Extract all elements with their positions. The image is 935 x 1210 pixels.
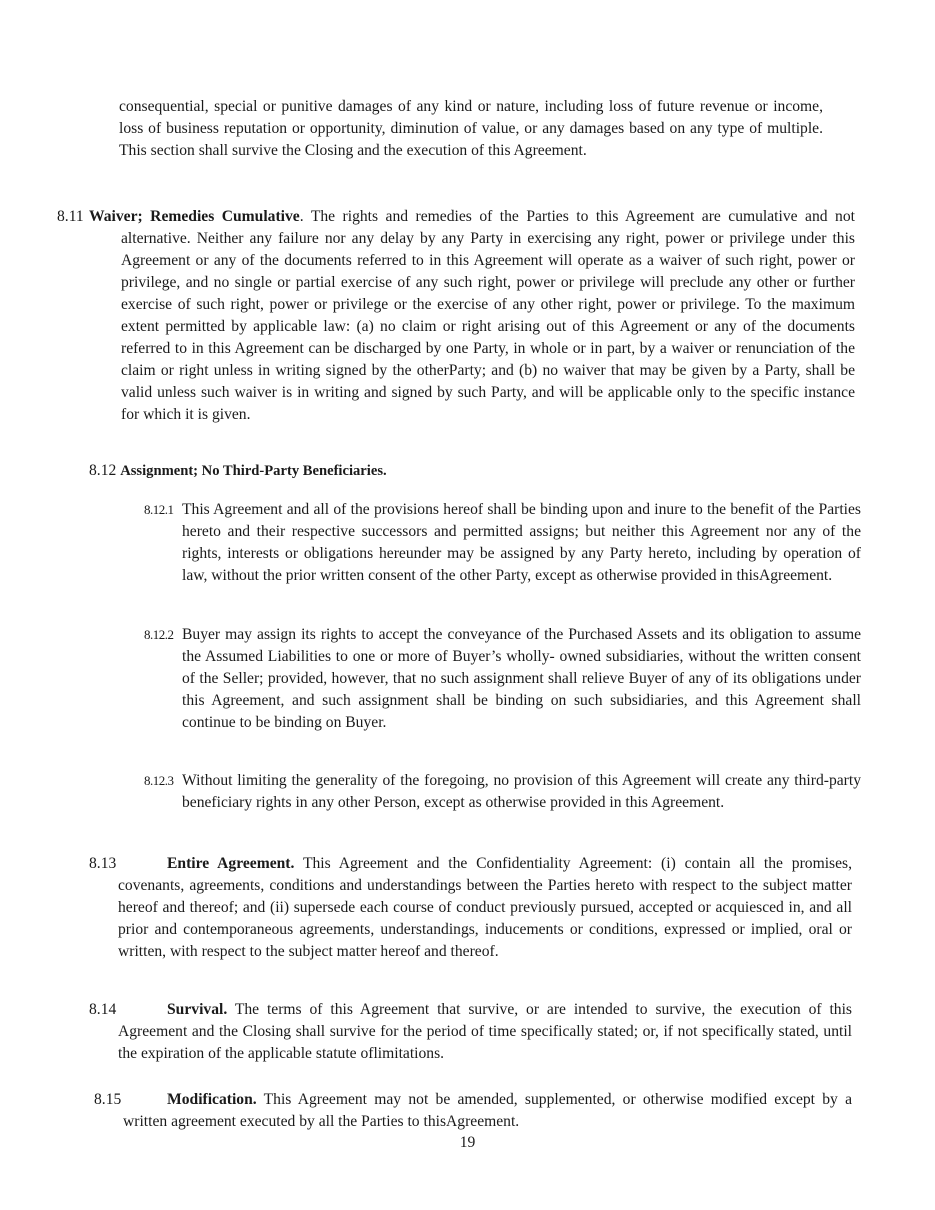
section-8-12-heading-line <box>89 460 823 482</box>
section-8-13 <box>89 853 852 963</box>
section-8-12-3-number: 8.12.3 <box>144 773 174 788</box>
section-8-12-3 <box>144 770 861 814</box>
section-8-15-body: This Agreement may not be amended, supplemented, or otherwise modified except by a written agreement executed by all the Parties to thisAgreement. <box>123 1091 852 1130</box>
section-8-11-body: . The rights and remedies of the Parties to this Agreement are cumulative and not alternative. Neither any failure nor any delay by any Party in exercising any right, power or privilege under this Agreement or any of the documents referred to in this Agreement will operate as a waiver of such right, power or privilege, and no single or partial exercise of any such right, power or privilege will preclude any other or further exercise of such right, power or privilege or the exercise of any other right, power or privilege. To the maximum extent permitted by applicable law: (a) no claim or right arising out of this Agreement or any of the documents referred to in this Agreement can be discharged by one Party, in whole or in part, by a waiver or renunciation of the claim or right unless in writing signed by the otherParty; and (b) no waiver that may be given by a Party, shall be valid unless such waiver is in writing and signed by such Party, and will be applicable only to the specific instance for which it is given. <box>121 208 855 423</box>
section-8-14 <box>89 999 852 1065</box>
section-8-13-number: 8.13 <box>89 855 117 872</box>
section-8-12-1-text: This Agreement and all of the provisions hereof shall be binding upon and inure to the benefit of the Parties hereto and their respective successors and permitted assigns; but neither this Agreement nor any of the rights, interests or obligations hereunder may be assigned by any Party hereto, including by operation of law, without the prior written consent of the other Party, except as otherwise provided in thisAgreement. <box>182 501 861 584</box>
section-8-12-number: 8.12 <box>89 462 117 479</box>
section-8-15-number: 8.15 <box>94 1091 122 1108</box>
section-8-13-body: This Agreement and the Confidentiality Agreement: (i) contain all the promises, covenants, agreements, conditions and understandings between the Parties hereto with respect to the subject matter hereof and thereof; and (ii) supersede each course of conduct previously pursued, accepted or acquiesced in, and all prior and contemporaneous agreements, understandings, inducements or conditions, expressed or implied, oral or written, with respect to the subject matter hereof and thereof. <box>118 855 852 960</box>
section-8-13-heading: Entire Agreement. <box>167 855 295 872</box>
section-8-15 <box>94 1089 852 1133</box>
section-8-12-2-text: Buyer may assign its rights to accept the conveyance of the Purchased Assets and its obligation to assume the Assumed Liabilities to one or more of Buyer’s wholly- owned subsidiaries, without the written consent of the Seller; provided, however, that no such assignment shall relieve Buyer of any of its obligations under this Agreement, and such assignment shall be binding on such subsidiaries, and this Agreement shall continue to be binding on Buyer. <box>182 626 861 731</box>
section-8-14-heading: Survival. <box>167 1001 228 1018</box>
section-8-12-1 <box>144 499 861 587</box>
section-8-11: 8.11 Waiver; Remedies Cumulative. The rights and remedies of the Parties to this Agreement are cumulative and not alternative. Neither any failure nor any delay by any Party in exercising any right, power or privilege under this Agreement or any of the documents referred to in this Agreement will operate as a waiver of such right, power or privilege, and no single or partial exercise of any such right, power or privilege will preclude any other or further exercise of such right, power or privilege or the exercise of any other right, power or privilege. To the maximum extent permitted by applicable law: (a) no claim or right arising out of this Agreement or any of the documents referred to in this Agreement can be discharged by one Party, in whole or in part, by a waiver or renunciation of the claim or right unless in writing signed by the otherParty; and (b) no waiver that may be given by a Party, shall be valid unless such waiver is in writing and signed by such Party, and will be applicable only to the specific instance for which it is given. <box>57 208 855 423</box>
section-8-15-heading: Modification. <box>167 1091 257 1108</box>
section-8-11-heading: Waiver; Remedies Cumulative <box>89 208 300 225</box>
continuation-text: consequential, special or punitive damages of any kind or nature, including loss of future revenue or income, loss of business reputation or opportunity, diminution of value, or any damages based on any type of multiple. This section shall survive the Closing and the execution of this Agreement. <box>119 98 823 159</box>
section-8-12-heading: Assignment; No Third-Party Beneficiaries. <box>120 463 387 479</box>
section-8-14-body: The terms of this Agreement that survive, or are intended to survive, the execution of this Agreement and the Closing shall survive for the period of time specifically stated; or, if not specifically stated, until the expiration of the applicable statute oflimitations. <box>118 1001 852 1062</box>
continuation-paragraph <box>119 96 823 162</box>
section-8-12-2-number: 8.12.2 <box>144 627 174 642</box>
page-number: 19 <box>459 1134 476 1151</box>
section-8-12-3-text: Without limiting the generality of the foregoing, no provision of this Agreement will create any third-party beneficiary rights in any other Person, except as otherwise provided in this Agreement. <box>182 772 861 811</box>
section-8-12-1-number: 8.12.1 <box>144 502 174 517</box>
section-8-14-number: 8.14 <box>89 1001 117 1018</box>
section-8-12-2 <box>144 624 861 734</box>
